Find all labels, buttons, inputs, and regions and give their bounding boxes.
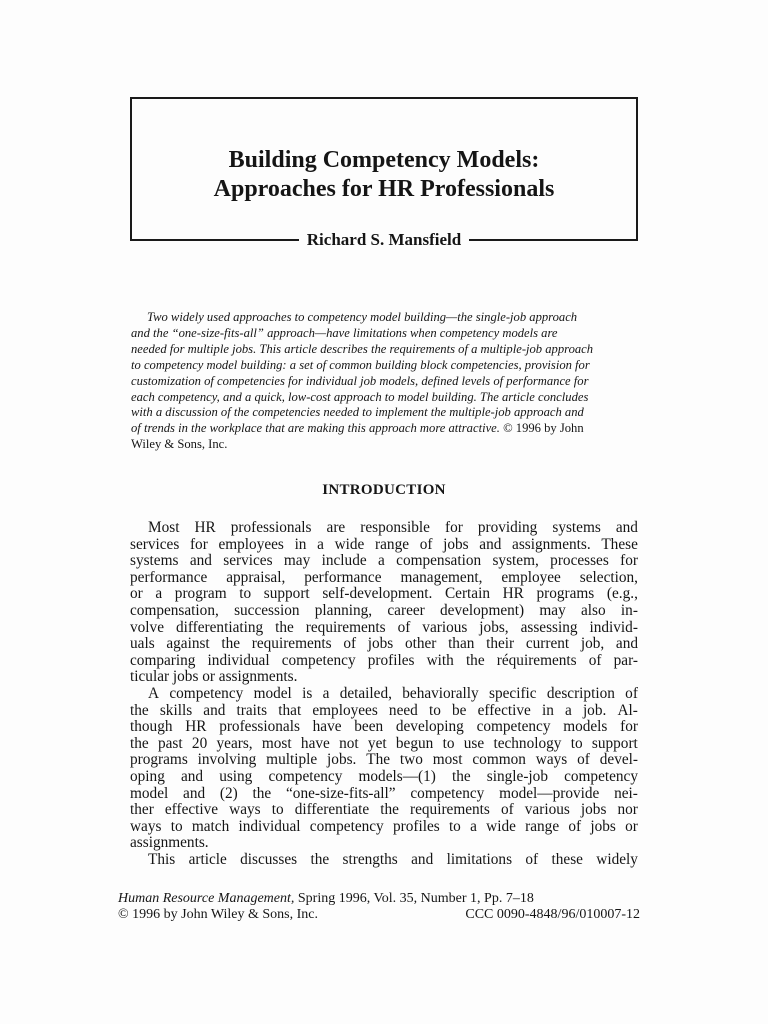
author-rule-left xyxy=(130,239,299,241)
body-line: the past 20 years, most have not yet begun to use technology to support xyxy=(130,734,638,752)
body-line: Most HR professionals are responsible for providing systems and xyxy=(148,519,638,536)
body-line: or a program to support self-development. Certain HR programs (e.g., xyxy=(130,585,638,603)
body-line: ther effective ways to differentiate the requirements of various jobs nor xyxy=(130,801,638,819)
abstract-line: and the “one-size-fits-all” approach—have limitations when competency models are xyxy=(131,325,558,340)
body-text xyxy=(130,520,638,868)
abstract-line: needed for multiple jobs. This article describes the requirements of a multiple-job approach xyxy=(131,341,594,356)
body-line: assignments. xyxy=(130,834,209,852)
body-line: uals against the requirements of jobs other than their current job, and xyxy=(130,635,638,653)
body-line: model and (2) the “one-size-fits-all” competency model—provide nei- xyxy=(130,784,638,802)
body-line: systems and services may include a compensation system, processes for xyxy=(130,552,638,570)
abstract xyxy=(131,310,638,453)
abstract-copyright: © 1996 by John xyxy=(503,421,584,436)
footer-citation-row xyxy=(118,891,640,907)
author-rule-right xyxy=(469,239,638,241)
journal-name: Human Resource Management, xyxy=(118,891,295,906)
body-line: A competency model is a detailed, behaviorally specific description of xyxy=(148,684,638,702)
abstract-line: each competency, and a quick, low-cost approach to model building. The article concludes xyxy=(131,389,589,404)
footer-copyright-row xyxy=(118,907,640,923)
author-row xyxy=(130,228,638,252)
body-line: comparing individual competency profiles with the réquirements of par- xyxy=(130,651,638,669)
body-line: volve differentiating the requirements of various jobs, assessing individ- xyxy=(130,618,638,636)
body-line: ways to match individual competency profiles to a wide range of jobs or xyxy=(130,817,638,835)
footer-citation xyxy=(118,891,534,907)
abstract-line: to competency model building: a set of common building block competencies, provision for xyxy=(131,357,590,372)
body-line: oping and using competency models—(1) the single-job competency xyxy=(130,767,638,785)
body-line: programs involving multiple jobs. The two most common ways of devel- xyxy=(130,751,638,769)
citation-details: Spring 1996, Vol. 35, Number 1, Pp. 7–18 xyxy=(297,891,534,906)
title-line-2: Approaches for HR Professionals xyxy=(213,176,555,202)
body-line: compensation, succession planning, career development) may also in- xyxy=(130,601,638,619)
page-footer xyxy=(118,891,640,923)
title-box xyxy=(130,97,638,240)
abstract-line: with a discussion of the competencies needed to implement the multiple-job approach and xyxy=(131,405,584,420)
body-line: performance appraisal, performance management, employee selection, xyxy=(130,568,638,586)
body-line: though HR professionals have been developing competency models for xyxy=(130,718,638,736)
footer-copyright: © 1996 by John Wiley & Sons, Inc. xyxy=(118,907,318,922)
abstract-text: of trends in the workplace that are making this approach more attractive. xyxy=(131,421,500,436)
abstract-line: customization of competencies for individual job models, defined levels of performance for xyxy=(131,373,589,388)
body-line: ticular jobs or assignments. xyxy=(130,668,298,686)
title-line-1: Building Competency Models: xyxy=(228,147,540,173)
footer-ccc: CCC 0090-4848/96/010007-12 xyxy=(465,907,640,922)
abstract-publisher: Wiley & Sons, Inc. xyxy=(131,437,228,452)
abstract-line: Two widely used approaches to competency model building—the single-job approach xyxy=(147,310,578,324)
section-heading: INTRODUCTION xyxy=(322,482,446,498)
body-line: the skills and traits that employees need to be effective in a job. Al- xyxy=(130,701,638,719)
body-line: This article discusses the strengths and limitations of these widely xyxy=(148,850,638,868)
article-title xyxy=(132,146,636,204)
body-line: services for employees in a wide range of jobs and assignments. These xyxy=(130,535,638,553)
author-name: Richard S. Mansfield xyxy=(306,230,462,249)
abstract-line-last xyxy=(131,421,638,437)
